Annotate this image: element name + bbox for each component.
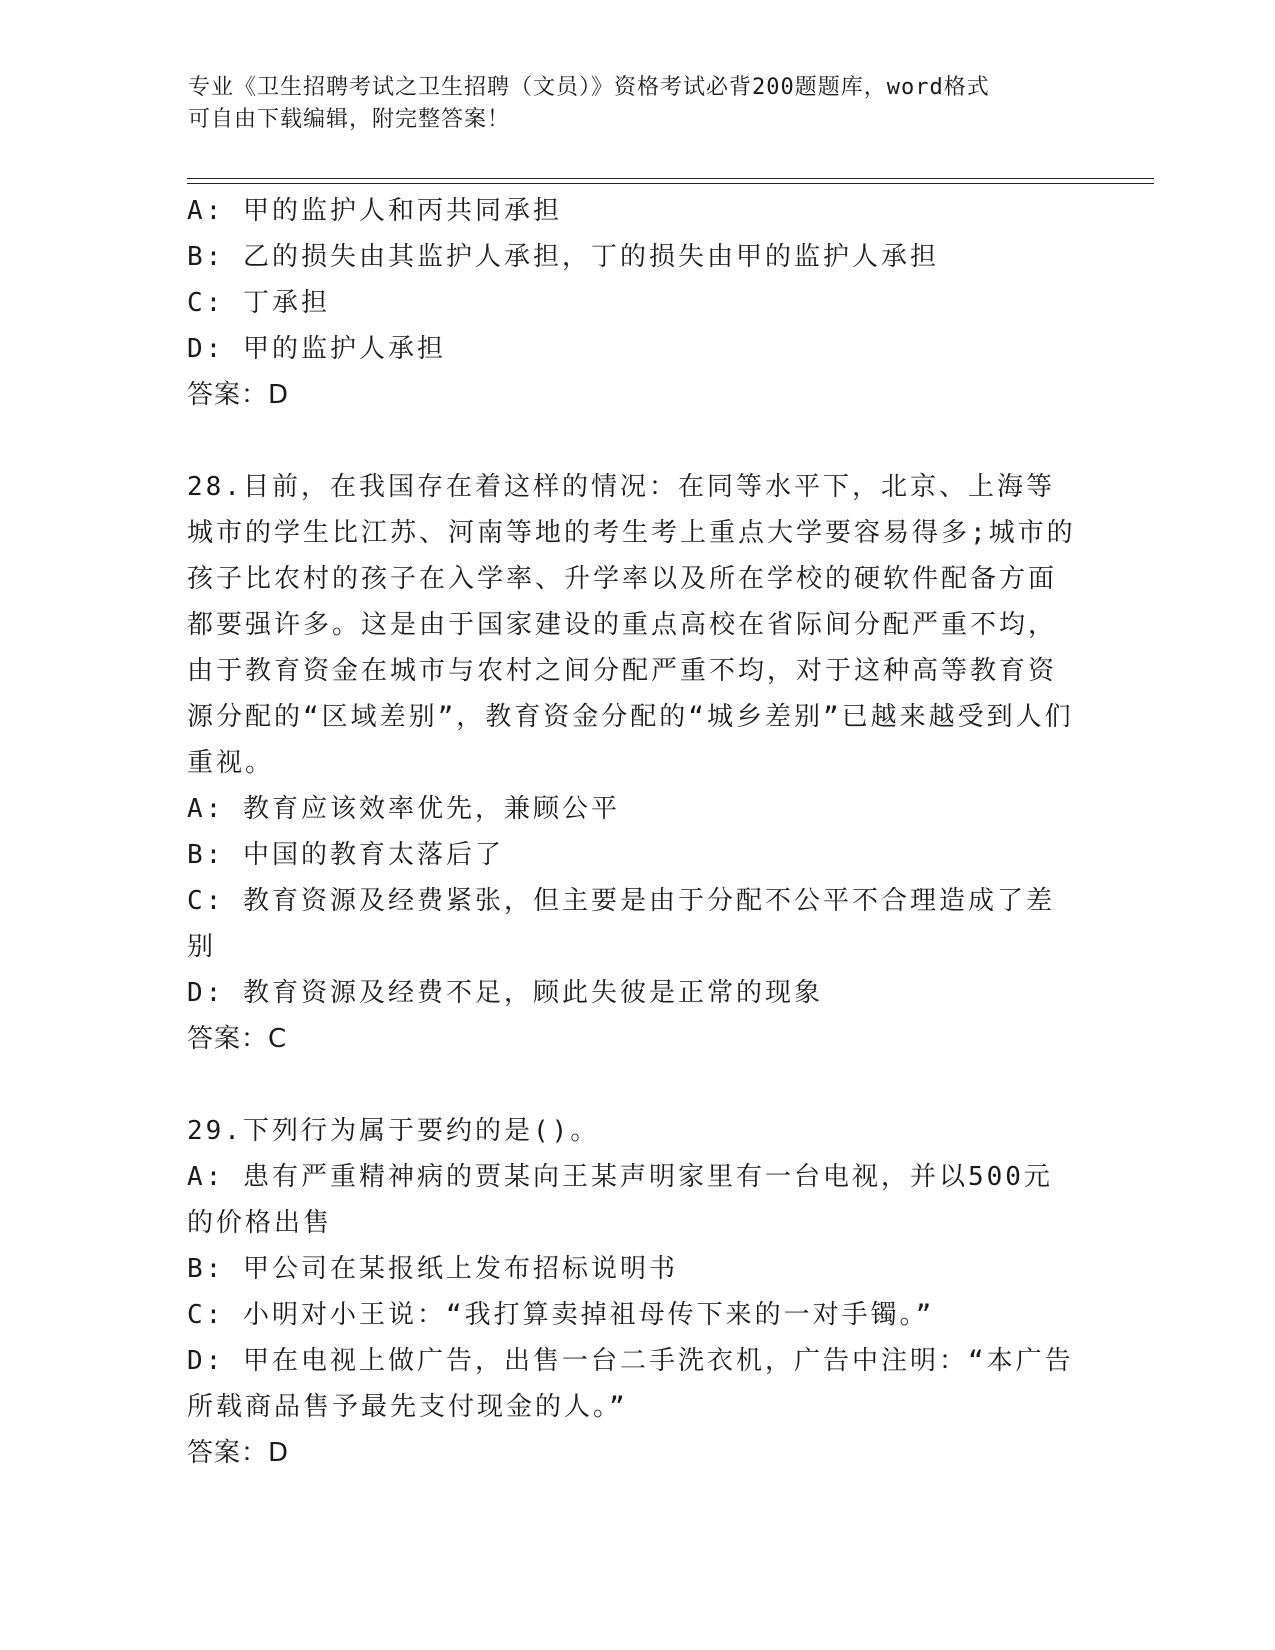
option-d: D: 教育资源及经费不足，顾此失彼是正常的现象 [187,978,823,1008]
spacer [187,1062,1077,1108]
option-a: A: 教育应该效率优先，兼顾公平 [187,794,620,824]
option-b: B: 中国的教育太落后了 [187,840,504,870]
question-block-28 [187,464,1077,1062]
answer-line: 答案：D [187,380,290,410]
spacer [187,418,1077,464]
option-d: D: 甲的监护人承担 [187,334,446,364]
document-header [188,72,1068,136]
header-rule-bottom [187,183,1154,184]
question-stem: 29.下列行为属于要约的是()。 [187,1116,600,1146]
question-block-29 [187,1108,1077,1476]
question-block-prev [187,188,1077,418]
option-c: C: 教育资源及经费紧张，但主要是由于分配不公平不合理造成了差别 [187,886,1055,962]
option-a: A: 患有严重精神病的贾某向王某声明家里有一台电视，并以500元的价格出售 [187,1162,1053,1238]
header-rule-top [187,178,1154,179]
answer-line: 答案：C [187,1024,288,1054]
option-c: C: 丁承担 [187,288,330,318]
document-body [187,188,1077,1476]
answer-line: 答案：D [187,1438,290,1468]
option-c: C: 小明对小王说：“我打算卖掉祖母传下来的一对手镯。” [187,1300,935,1330]
option-a: A: 甲的监护人和丙共同承担 [187,196,562,226]
option-b: B: 甲公司在某报纸上发布招标说明书 [187,1254,678,1284]
header-title-line2: 可自由下载编辑，附完整答案！ [188,107,511,132]
option-b: B: 乙的损失由其监护人承担，丁的损失由甲的监护人承担 [187,242,939,272]
question-stem: 28.目前，在我国存在着这样的情况：在同等水平下，北京、上海等城市的学生比江苏、河南等地的考生考上重点大学要容易得多;城市的孩子比农村的孩子在入学率、升学率以及所在学校的硬软件配备方面都要强许多。这是由于国家建设的重点高校在省际间分配严重不均，由于教育资金在城市与农村之间分配严重不均，对于这种高等教育资源分配的“区域差别”，教育资金分配的“城乡差别”已越来越受到人们重视。 [187,472,1076,778]
option-d: D: 甲在电视上做广告，出售一台二手洗衣机，广告中注明：“本广告所载商品售予最先支付现金的人。” [187,1346,1074,1422]
header-title-line1: 专业《卫生招聘考试之卫生招聘（文员）》资格考试必背200题题库，word格式 [188,75,990,100]
